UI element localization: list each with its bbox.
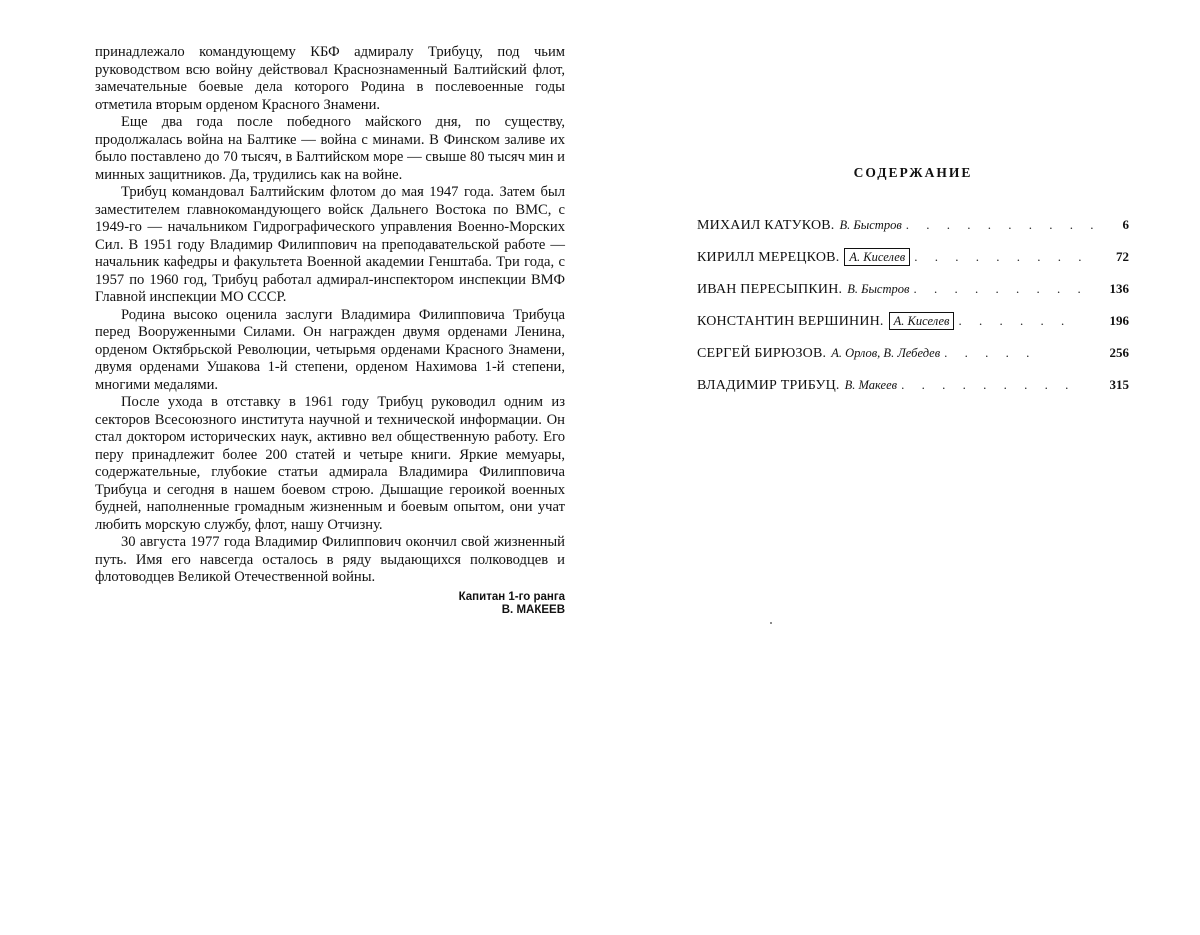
toc-entry-page: 136 xyxy=(1109,281,1129,296)
toc-entry-name: ИВАН ПЕРЕСЫПКИН. xyxy=(697,282,843,297)
toc-entry-name: ВЛАДИМИР ТРИБУЦ. xyxy=(697,378,840,393)
signature-rank: Капитан 1-го ранга xyxy=(458,590,565,603)
author-signature xyxy=(95,591,565,617)
toc-entry-name: КИРИЛЛ МЕРЕЦКОВ. xyxy=(697,250,840,265)
toc-entry-author: А. Киселев xyxy=(844,248,910,266)
toc-entry-name: СЕРГЕЙ БИРЮЗОВ. xyxy=(697,346,827,361)
toc-entry-author: В. Быстров xyxy=(839,218,902,232)
body-paragraph-2: Еще два года после победного майского дня, по существу, продолжалась война на Балтике — война с минами. В Финском заливе их было поставлено до 70 тысяч, в Балтийском море — свыше 80 тысяч мин и минных защитников. Да, трудились как на войне. xyxy=(95,114,565,183)
body-paragraph-6: 30 августа 1977 года Владимир Филиппович окончил свой жизненный путь. Имя его навсегда осталось в ряду выдающихся полководцев и флотоводцев Великой Отечественной войны. xyxy=(95,534,565,585)
right-page xyxy=(697,165,1129,401)
scan-speck xyxy=(770,622,772,624)
toc-entry[interactable] xyxy=(697,241,1129,273)
toc-entry-page: 315 xyxy=(1109,377,1129,392)
toc-entry-author: А. Орлов, В. Лебедев xyxy=(831,346,941,360)
left-page xyxy=(95,44,565,617)
toc-leader-dots: . . . . . . . . . xyxy=(913,281,1088,296)
body-paragraph-3: Трибуц командовал Балтийским флотом до мая 1947 года. Затем был заместителем главнокомандующего войск Дальнего Востока по ВМС, с 1949-го — начальником Гидрографического управления Военно-Морских Сил. В 1951 году Владимир Филиппович на преподавательской работе — начальник кафедры и факультета Военной академии Генштаба. Три года, с 1957 по 1960 год, Трибуц работал адмирал-инспектором инспекции ВМФ Главной инспекции МО СССР. xyxy=(95,184,565,305)
toc-entry[interactable] xyxy=(697,369,1129,401)
toc-entry-name: МИХАИЛ КАТУКОВ. xyxy=(697,218,835,233)
toc-entry-author: В. Быстров xyxy=(847,282,910,296)
signature-name: В. МАКЕЕВ xyxy=(501,603,565,616)
toc-leader-dots: . . . . . . . . . xyxy=(901,377,1076,392)
toc-entry-author: А. Киселев xyxy=(889,312,955,330)
toc-entry-name: КОНСТАНТИН ВЕРШИНИН. xyxy=(697,314,884,329)
toc-entry-page: 196 xyxy=(1109,313,1129,328)
toc-leader-dots: . . . . . . . . . . xyxy=(905,217,1101,232)
toc-entry[interactable] xyxy=(697,305,1129,337)
toc-entry-page: 256 xyxy=(1109,345,1129,360)
toc-entry-page: 72 xyxy=(1116,249,1129,264)
toc-entry-author: В. Макеев xyxy=(844,378,898,392)
toc-entry[interactable] xyxy=(697,337,1129,369)
body-paragraph-4: Родина высоко оценила заслуги Владимира Филипповича Трибуца перед Вооруженными Силами. Он награжден двумя орденами Ленина, орденом Октябрьской Революции, четырьмя орденами Красного Знамени, двумя орденами Ушакова 1-й степени, орденом Нахимова 1-й степени, многими медалями. xyxy=(95,306,565,393)
toc-leader-dots: . . . . . . xyxy=(958,313,1072,328)
toc-entry[interactable] xyxy=(697,209,1129,241)
table-of-contents xyxy=(697,209,1129,401)
body-paragraph-5: После ухода в отставку в 1961 году Трибуц руководил одним из секторов Всесоюзного института научной и технической информации. Он стал доктором исторических наук, активно вел общественную работу. Его перу принадлежит более 200 статей и четыре книги. Яркие мемуары, содержательные, глубокие статьи адмирала Владимира Филипповича Трибуца и сегодня в нашем боевом строю. Дышащие героикой военных будней, наполненные громадным жизненным и боевым опытом, они учат любить морскую службу, флот, нашу Отчизну. xyxy=(95,394,565,533)
body-paragraph-1: принадлежало командующему КБФ адмиралу Трибуцу, под чьим руководством всю войну действовал Краснознаменный Балтийский флот, замечательные боевые дела которого Родина в послевоенные годы отметила вторым орденом Красного Знамени. xyxy=(95,44,565,113)
toc-leader-dots: . . . . . xyxy=(944,345,1037,360)
toc-entry[interactable] xyxy=(697,273,1129,305)
toc-leader-dots: . . . . . . . . . xyxy=(914,249,1089,264)
toc-entry-page: 6 xyxy=(1122,217,1129,232)
toc-heading: СОДЕРЖАНИЕ xyxy=(853,165,973,180)
